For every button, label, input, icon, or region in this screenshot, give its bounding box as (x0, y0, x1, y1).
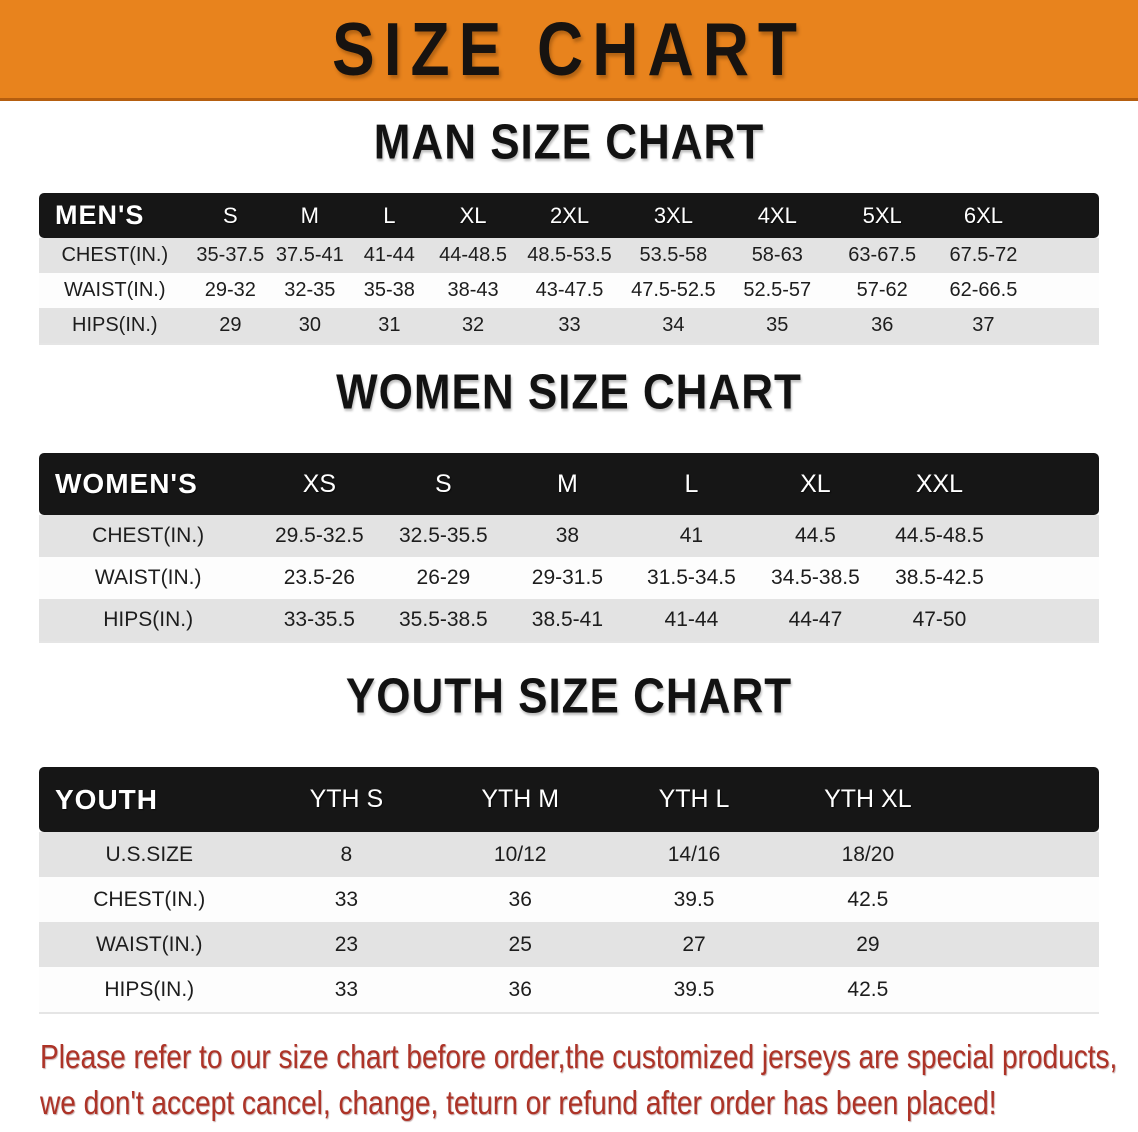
size-value: 44.5-48.5 (877, 515, 1001, 557)
mens-hips-row (39, 308, 1099, 343)
size-value: 48.5-53.5 (517, 238, 622, 273)
size-value: 33 (259, 877, 433, 922)
size-value: 25 (433, 922, 607, 967)
size-value: 38 (505, 515, 629, 557)
size-value: 35 (725, 308, 830, 343)
spacer-cell (955, 967, 1099, 1012)
size-value: 47.5-52.5 (622, 273, 725, 308)
youth-size-table (39, 767, 1099, 1012)
row-label-chest: CHEST(IN.) (39, 515, 257, 557)
spacer-cell (1032, 273, 1099, 308)
mens-header-row (39, 193, 1099, 238)
size-value: 29 (781, 922, 955, 967)
size-col-header: L (629, 453, 753, 515)
size-value: 33-35.5 (257, 599, 381, 641)
size-col-header: S (191, 193, 271, 238)
size-col-header: YTH M (433, 767, 607, 832)
size-value: 42.5 (781, 877, 955, 922)
row-label-ussize: U.S.SIZE (39, 832, 259, 877)
size-value: 41-44 (629, 599, 753, 641)
size-value: 31 (350, 308, 430, 343)
size-value: 33 (517, 308, 622, 343)
size-value: 32-35 (270, 273, 350, 308)
size-value: 38.5-42.5 (877, 557, 1001, 599)
womens-hips-row (39, 599, 1099, 641)
man-size-chart-heading: MAN SIZE CHART (373, 115, 765, 170)
size-value: 41-44 (350, 238, 430, 273)
banner-title: SIZE CHART (332, 6, 806, 92)
row-label-waist: WAIST(IN.) (39, 922, 259, 967)
size-value: 35.5-38.5 (381, 599, 505, 641)
size-value: 42.5 (781, 967, 955, 1012)
spacer-cell (1001, 599, 1099, 641)
size-col-header: 4XL (725, 193, 830, 238)
size-value: 44.5 (753, 515, 877, 557)
size-value: 41 (629, 515, 753, 557)
size-value: 23.5-26 (257, 557, 381, 599)
size-value: 53.5-58 (622, 238, 725, 273)
size-value: 14/16 (607, 832, 781, 877)
row-label-hips: HIPS(IN.) (39, 308, 191, 343)
spacer-cell (1001, 453, 1099, 515)
size-col-header: XXL (877, 453, 1001, 515)
size-col-header: YTH S (259, 767, 433, 832)
size-value: 43-47.5 (517, 273, 622, 308)
size-value: 34 (622, 308, 725, 343)
size-value: 29 (191, 308, 271, 343)
size-value: 27 (607, 922, 781, 967)
youth-header-row (39, 767, 1099, 832)
size-value: 44-48.5 (429, 238, 517, 273)
mens-waist-row (39, 273, 1099, 308)
size-value: 63-67.5 (830, 238, 935, 273)
size-value: 33 (259, 967, 433, 1012)
size-value: 29-32 (191, 273, 271, 308)
size-value: 38-43 (429, 273, 517, 308)
size-value: 39.5 (607, 967, 781, 1012)
row-label-hips: HIPS(IN.) (39, 599, 257, 641)
size-col-header: S (381, 453, 505, 515)
size-value: 35-37.5 (191, 238, 271, 273)
size-value: 32 (429, 308, 517, 343)
size-value: 52.5-57 (725, 273, 830, 308)
man-section (0, 117, 1138, 169)
size-value: 37 (935, 308, 1033, 343)
spacer-cell (1032, 193, 1099, 238)
size-value: 58-63 (725, 238, 830, 273)
spacer-cell (1032, 308, 1099, 343)
size-value: 32.5-35.5 (381, 515, 505, 557)
row-label-waist: WAIST(IN.) (39, 557, 257, 599)
size-col-header: YTH L (607, 767, 781, 832)
size-value: 35-38 (350, 273, 430, 308)
size-value: 36 (433, 877, 607, 922)
size-value: 44-47 (753, 599, 877, 641)
size-col-header: XS (257, 453, 381, 515)
spacer-cell (1001, 557, 1099, 599)
women-section (0, 367, 1138, 419)
spacer-cell (955, 832, 1099, 877)
youth-section (0, 671, 1138, 723)
row-label-waist: WAIST(IN.) (39, 273, 191, 308)
size-col-header: 6XL (935, 193, 1033, 238)
youth-size-chart-heading: YOUTH SIZE CHART (345, 669, 793, 724)
womens-chest-row (39, 515, 1099, 557)
size-value: 8 (259, 832, 433, 877)
size-value: 57-62 (830, 273, 935, 308)
size-col-header: YTH XL (781, 767, 955, 832)
size-value: 37.5-41 (270, 238, 350, 273)
disclaimer-line-1: Please refer to our size chart before order,the customized jerseys are special products, (40, 1038, 1118, 1075)
size-col-header: XL (429, 193, 517, 238)
youth-chest-row (39, 877, 1099, 922)
youth-ussize-row (39, 832, 1099, 877)
size-value: 29.5-32.5 (257, 515, 381, 557)
womens-header-label: WOMEN'S (39, 453, 257, 515)
row-label-chest: CHEST(IN.) (39, 877, 259, 922)
size-col-header: 2XL (517, 193, 622, 238)
size-col-header: 3XL (622, 193, 725, 238)
size-col-header: M (505, 453, 629, 515)
row-label-chest: CHEST(IN.) (39, 238, 191, 273)
size-value: 38.5-41 (505, 599, 629, 641)
spacer-cell (955, 767, 1099, 832)
size-value: 30 (270, 308, 350, 343)
spacer-cell (955, 877, 1099, 922)
women-size-chart-heading: WOMEN SIZE CHART (336, 365, 802, 420)
disclaimer (40, 1034, 1138, 1126)
size-value: 23 (259, 922, 433, 967)
mens-chest-row (39, 238, 1099, 273)
size-col-header: M (270, 193, 350, 238)
spacer-cell (955, 922, 1099, 967)
size-value: 36 (433, 967, 607, 1012)
size-value: 29-31.5 (505, 557, 629, 599)
size-value: 47-50 (877, 599, 1001, 641)
size-value: 62-66.5 (935, 273, 1033, 308)
womens-header-row (39, 453, 1099, 515)
size-chart-banner (0, 0, 1138, 101)
size-value: 26-29 (381, 557, 505, 599)
womens-size-table (39, 453, 1099, 641)
size-col-header: 5XL (830, 193, 935, 238)
size-col-header: L (350, 193, 430, 238)
mens-header-label: MEN'S (39, 193, 191, 238)
size-value: 39.5 (607, 877, 781, 922)
size-value: 67.5-72 (935, 238, 1033, 273)
spacer-cell (1032, 238, 1099, 273)
size-value: 34.5-38.5 (753, 557, 877, 599)
youth-header-label: YOUTH (39, 767, 259, 832)
row-label-hips: HIPS(IN.) (39, 967, 259, 1012)
size-col-header: XL (753, 453, 877, 515)
size-value: 10/12 (433, 832, 607, 877)
disclaimer-line-2: we don't accept cancel, change, teturn or refund after order has been placed! (40, 1084, 997, 1121)
mens-size-table (39, 193, 1099, 343)
spacer-cell (1001, 515, 1099, 557)
youth-waist-row (39, 922, 1099, 967)
size-value: 36 (830, 308, 935, 343)
size-value: 18/20 (781, 832, 955, 877)
youth-hips-row (39, 967, 1099, 1012)
size-value: 31.5-34.5 (629, 557, 753, 599)
womens-waist-row (39, 557, 1099, 599)
